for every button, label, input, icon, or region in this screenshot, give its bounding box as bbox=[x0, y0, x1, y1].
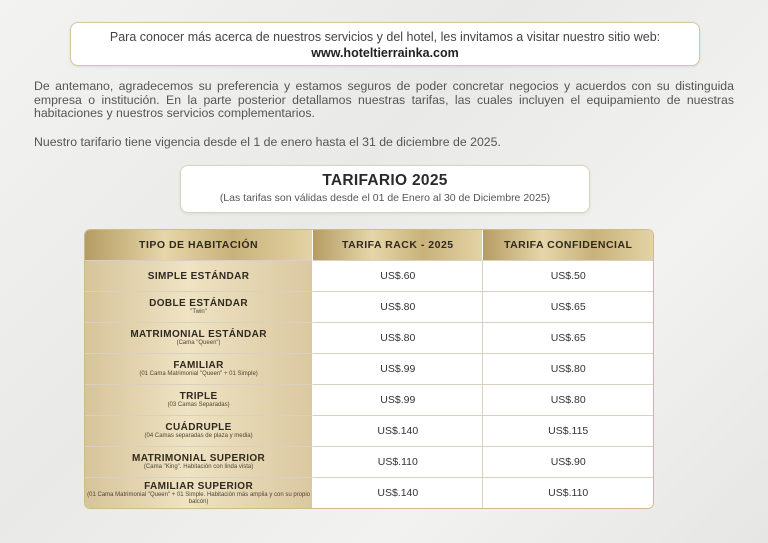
confidential-rate: US$.65 bbox=[483, 291, 653, 322]
table-header-row bbox=[85, 230, 653, 260]
room-name: FAMILIAR SUPERIOR bbox=[144, 481, 254, 492]
confidential-rate: US$.110 bbox=[483, 477, 653, 508]
room-cell bbox=[85, 446, 313, 477]
website-invite-text: Para conocer más acerca de nuestros servicios y del hotel, les invitamos a visitar nuestro sitio web: bbox=[109, 30, 661, 44]
room-note: "Twin" bbox=[190, 309, 207, 316]
table-row bbox=[85, 477, 653, 508]
room-note: (01 Cama Matrimonial "Queen" + 01 Simple) bbox=[139, 371, 258, 378]
intro-paragraph: De antemano, agradecemos su preferencia y estamos seguros de poder concretar negocios y acuerdos con su distinguida empresa o institución. En la parte posterior detallamos nuestras tarifas, las cuales incluyen el equipamiento de nuestras habitaciones y nuestros servicios complementarios. bbox=[34, 79, 734, 120]
confidential-rate: US$.50 bbox=[483, 260, 653, 291]
confidential-rate: US$.90 bbox=[483, 446, 653, 477]
table-row bbox=[85, 415, 653, 446]
table-row bbox=[85, 353, 653, 384]
rack-rate: US$.99 bbox=[313, 353, 483, 384]
website-link[interactable]: www.hoteltierrainka.com bbox=[311, 46, 459, 60]
room-note: (03 Camas Separadas) bbox=[167, 402, 230, 409]
tariff-title: TARIFARIO 2025 bbox=[322, 172, 448, 189]
confidential-rate: US$.115 bbox=[483, 415, 653, 446]
room-cell bbox=[85, 477, 313, 508]
rack-rate: US$.60 bbox=[313, 260, 483, 291]
website-info-box bbox=[70, 22, 700, 66]
tariff-title-box bbox=[180, 165, 590, 213]
rack-rate: US$.80 bbox=[313, 291, 483, 322]
validity-paragraph: Nuestro tarifario tiene vigencia desde el 1 de enero hasta el 31 de diciembre de 2025. bbox=[34, 135, 501, 149]
header-room-type: TIPO DE HABITACIÓN bbox=[85, 230, 313, 260]
tariff-subtitle: (Las tarifas son válidas desde el 01 de Enero al 30 de Diciembre 2025) bbox=[219, 192, 551, 204]
rack-rate: US$.99 bbox=[313, 384, 483, 415]
room-cell bbox=[85, 415, 313, 446]
room-name: DOBLE ESTÁNDAR bbox=[149, 298, 249, 310]
room-name: MATRIMONIAL SUPERIOR bbox=[131, 453, 266, 465]
confidential-rate: US$.65 bbox=[483, 322, 653, 353]
room-cell bbox=[85, 353, 313, 384]
rack-rate: US$.80 bbox=[313, 322, 483, 353]
confidential-rate: US$.80 bbox=[483, 384, 653, 415]
room-cell bbox=[85, 322, 313, 353]
rates-table bbox=[84, 229, 654, 509]
room-name: SIMPLE ESTÁNDAR bbox=[147, 270, 250, 282]
room-cell bbox=[85, 291, 313, 322]
room-note: (Cama "King". Habitación con linda vista) bbox=[143, 464, 254, 471]
room-cell bbox=[85, 384, 313, 415]
room-name: FAMILIAR bbox=[173, 360, 224, 372]
header-rack-rate: TARIFA RACK - 2025 bbox=[313, 230, 483, 260]
rack-rate: US$.140 bbox=[313, 477, 483, 508]
table-row bbox=[85, 446, 653, 477]
room-note: (01 Cama Matrimonial "Queen" + 01 Simple. Habitación más amplia y con su propio balcón) bbox=[87, 492, 311, 505]
room-cell bbox=[85, 260, 313, 291]
room-note: (Cama "Queen") bbox=[176, 340, 221, 347]
room-note: (04 Camas separadas de plaza y media) bbox=[144, 433, 253, 440]
room-name: CUÁDRUPLE bbox=[165, 422, 232, 434]
table-row bbox=[85, 322, 653, 353]
rack-rate: US$.110 bbox=[313, 446, 483, 477]
table-row bbox=[85, 384, 653, 415]
table-row bbox=[85, 291, 653, 322]
room-name: MATRIMONIAL ESTÁNDAR bbox=[130, 329, 267, 341]
confidential-rate: US$.80 bbox=[483, 353, 653, 384]
header-confidential-rate: TARIFA CONFIDENCIAL bbox=[483, 230, 653, 260]
room-name: TRIPLE bbox=[179, 391, 218, 403]
table-row bbox=[85, 260, 653, 291]
rack-rate: US$.140 bbox=[313, 415, 483, 446]
